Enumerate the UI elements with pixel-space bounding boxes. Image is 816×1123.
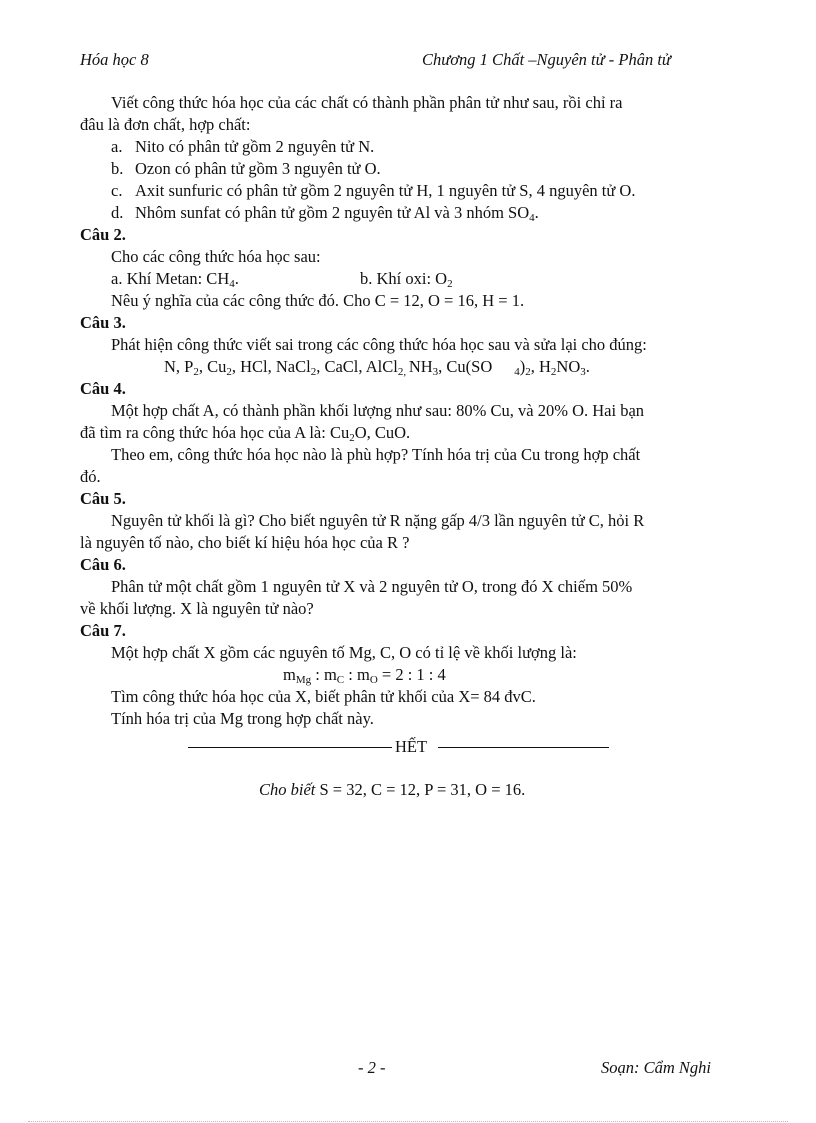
end-marker: HẾT [395, 737, 428, 756]
item-text: Nito có phân tử gồm 2 nguyên tử N. [135, 137, 375, 156]
q3-line1: Phát hiện công thức viết sai trong các công thức hóa học sau và sửa lại cho đúng: [111, 335, 647, 354]
page-bottom-border [28, 1121, 788, 1122]
q3-title: Câu 3. [80, 313, 126, 332]
header-chapter: Chương 1 Chất –Nguyên tử - Phân tử [422, 50, 671, 69]
q1-item-c [111, 181, 636, 201]
q6-title: Câu 6. [80, 555, 126, 574]
header-subject: Hóa học 8 [80, 50, 149, 69]
q6-line2: về khối lượng. X là nguyên tử nào? [80, 599, 314, 618]
q2-line1: Cho các công thức hóa học sau: [111, 247, 321, 266]
q5-line1: Nguyên tử khối là gì? Cho biết nguyên tử R nặng gấp 4/3 lần nguyên tử C, hỏi R [111, 511, 645, 530]
q4-line4: đó. [80, 467, 101, 486]
item-label: d. [111, 203, 124, 222]
end-rule-right [438, 747, 609, 748]
q1-item-a [111, 137, 375, 157]
q5-title: Câu 5. [80, 489, 126, 508]
q2-formula-b: b. Khí oxi: $O_2$ [360, 269, 453, 290]
q1-intro-line1: Viết công thức hóa học của các chất có thành phần phân tử như sau, rồi chỉ ra [111, 93, 623, 112]
item-text: Axit sunfuric có phân tử gồm 2 nguyên tử H, 1 nguyên tử S, 4 nguyên tử O. [135, 181, 636, 200]
q2-title: Câu 2. [80, 225, 126, 244]
q7-line4: Tính hóa trị của Mg trong hợp chất này. [111, 709, 374, 728]
item-text: Ozon có phân tử gồm 3 nguyên tử O. [135, 159, 381, 178]
q7-line1: Một hợp chất X gồm các nguyên tố Mg, C, O có tỉ lệ về khối lượng là: [111, 643, 577, 662]
end-rule-left [188, 747, 392, 748]
page-number: - 2 - [358, 1058, 386, 1077]
q7-title: Câu 7. [80, 621, 126, 640]
q4-line2: đã tìm ra công thức hóa học của A là: $Cu_2O$, CuO. [80, 423, 411, 444]
q2-formula-a: a. Khí Metan: $CH_4$. [111, 269, 239, 290]
q5-line2: là nguyên tố nào, cho biết kí hiệu hóa học của R ? [80, 533, 410, 552]
q6-line1: Phân tử một chất gồm 1 nguyên tử X và 2 nguyên tử O, trong đó X chiếm 50% [111, 577, 633, 596]
q7-line3: Tìm công thức hóa học của X, biết phân tử khối của X= 84 đvC. [111, 687, 536, 706]
q3-formula-list: N, $P_2$, $Cu_2$, HCl, NaCl$_2$, CaCl, AlCl$_{2,}$ $NH_3$, Cu(SO $_4)_2$, $H_2NO_3$. [164, 357, 590, 378]
item-label: a. [111, 137, 123, 156]
item-text: Nhôm sunfat có phân tử gồm 2 nguyên tử Al và 3 nhóm $SO_4$. [135, 203, 539, 224]
item-label: b. [111, 159, 124, 178]
q7-mass-ratio: $m_{Mg}$ : $m_C$ : $m_O = 2$ : 1 : 4 [283, 665, 446, 686]
q4-title: Câu 4. [80, 379, 126, 398]
item-label: c. [111, 181, 123, 200]
author-credit: Soạn: Cẩm Nghi [601, 1058, 712, 1077]
given-values: Cho biết S = 32, C = 12, P = 31, O = 16. [259, 780, 526, 799]
q4-line1: Một hợp chất A, có thành phần khối lượng như sau: 80% Cu, và 20% O. Hai bạn [111, 401, 645, 420]
q1-item-b [111, 159, 381, 179]
q1-item-d [111, 203, 539, 224]
q2-line3: Nêu ý nghĩa của các công thức đó. Cho C = 12, O = 16, H = 1. [111, 291, 525, 310]
q1-intro-line2: đâu là đơn chất, hợp chất: [80, 115, 251, 134]
q4-line3: Theo em, công thức hóa học nào là phù hợp? Tính hóa trị của Cu trong hợp chất [111, 445, 641, 464]
